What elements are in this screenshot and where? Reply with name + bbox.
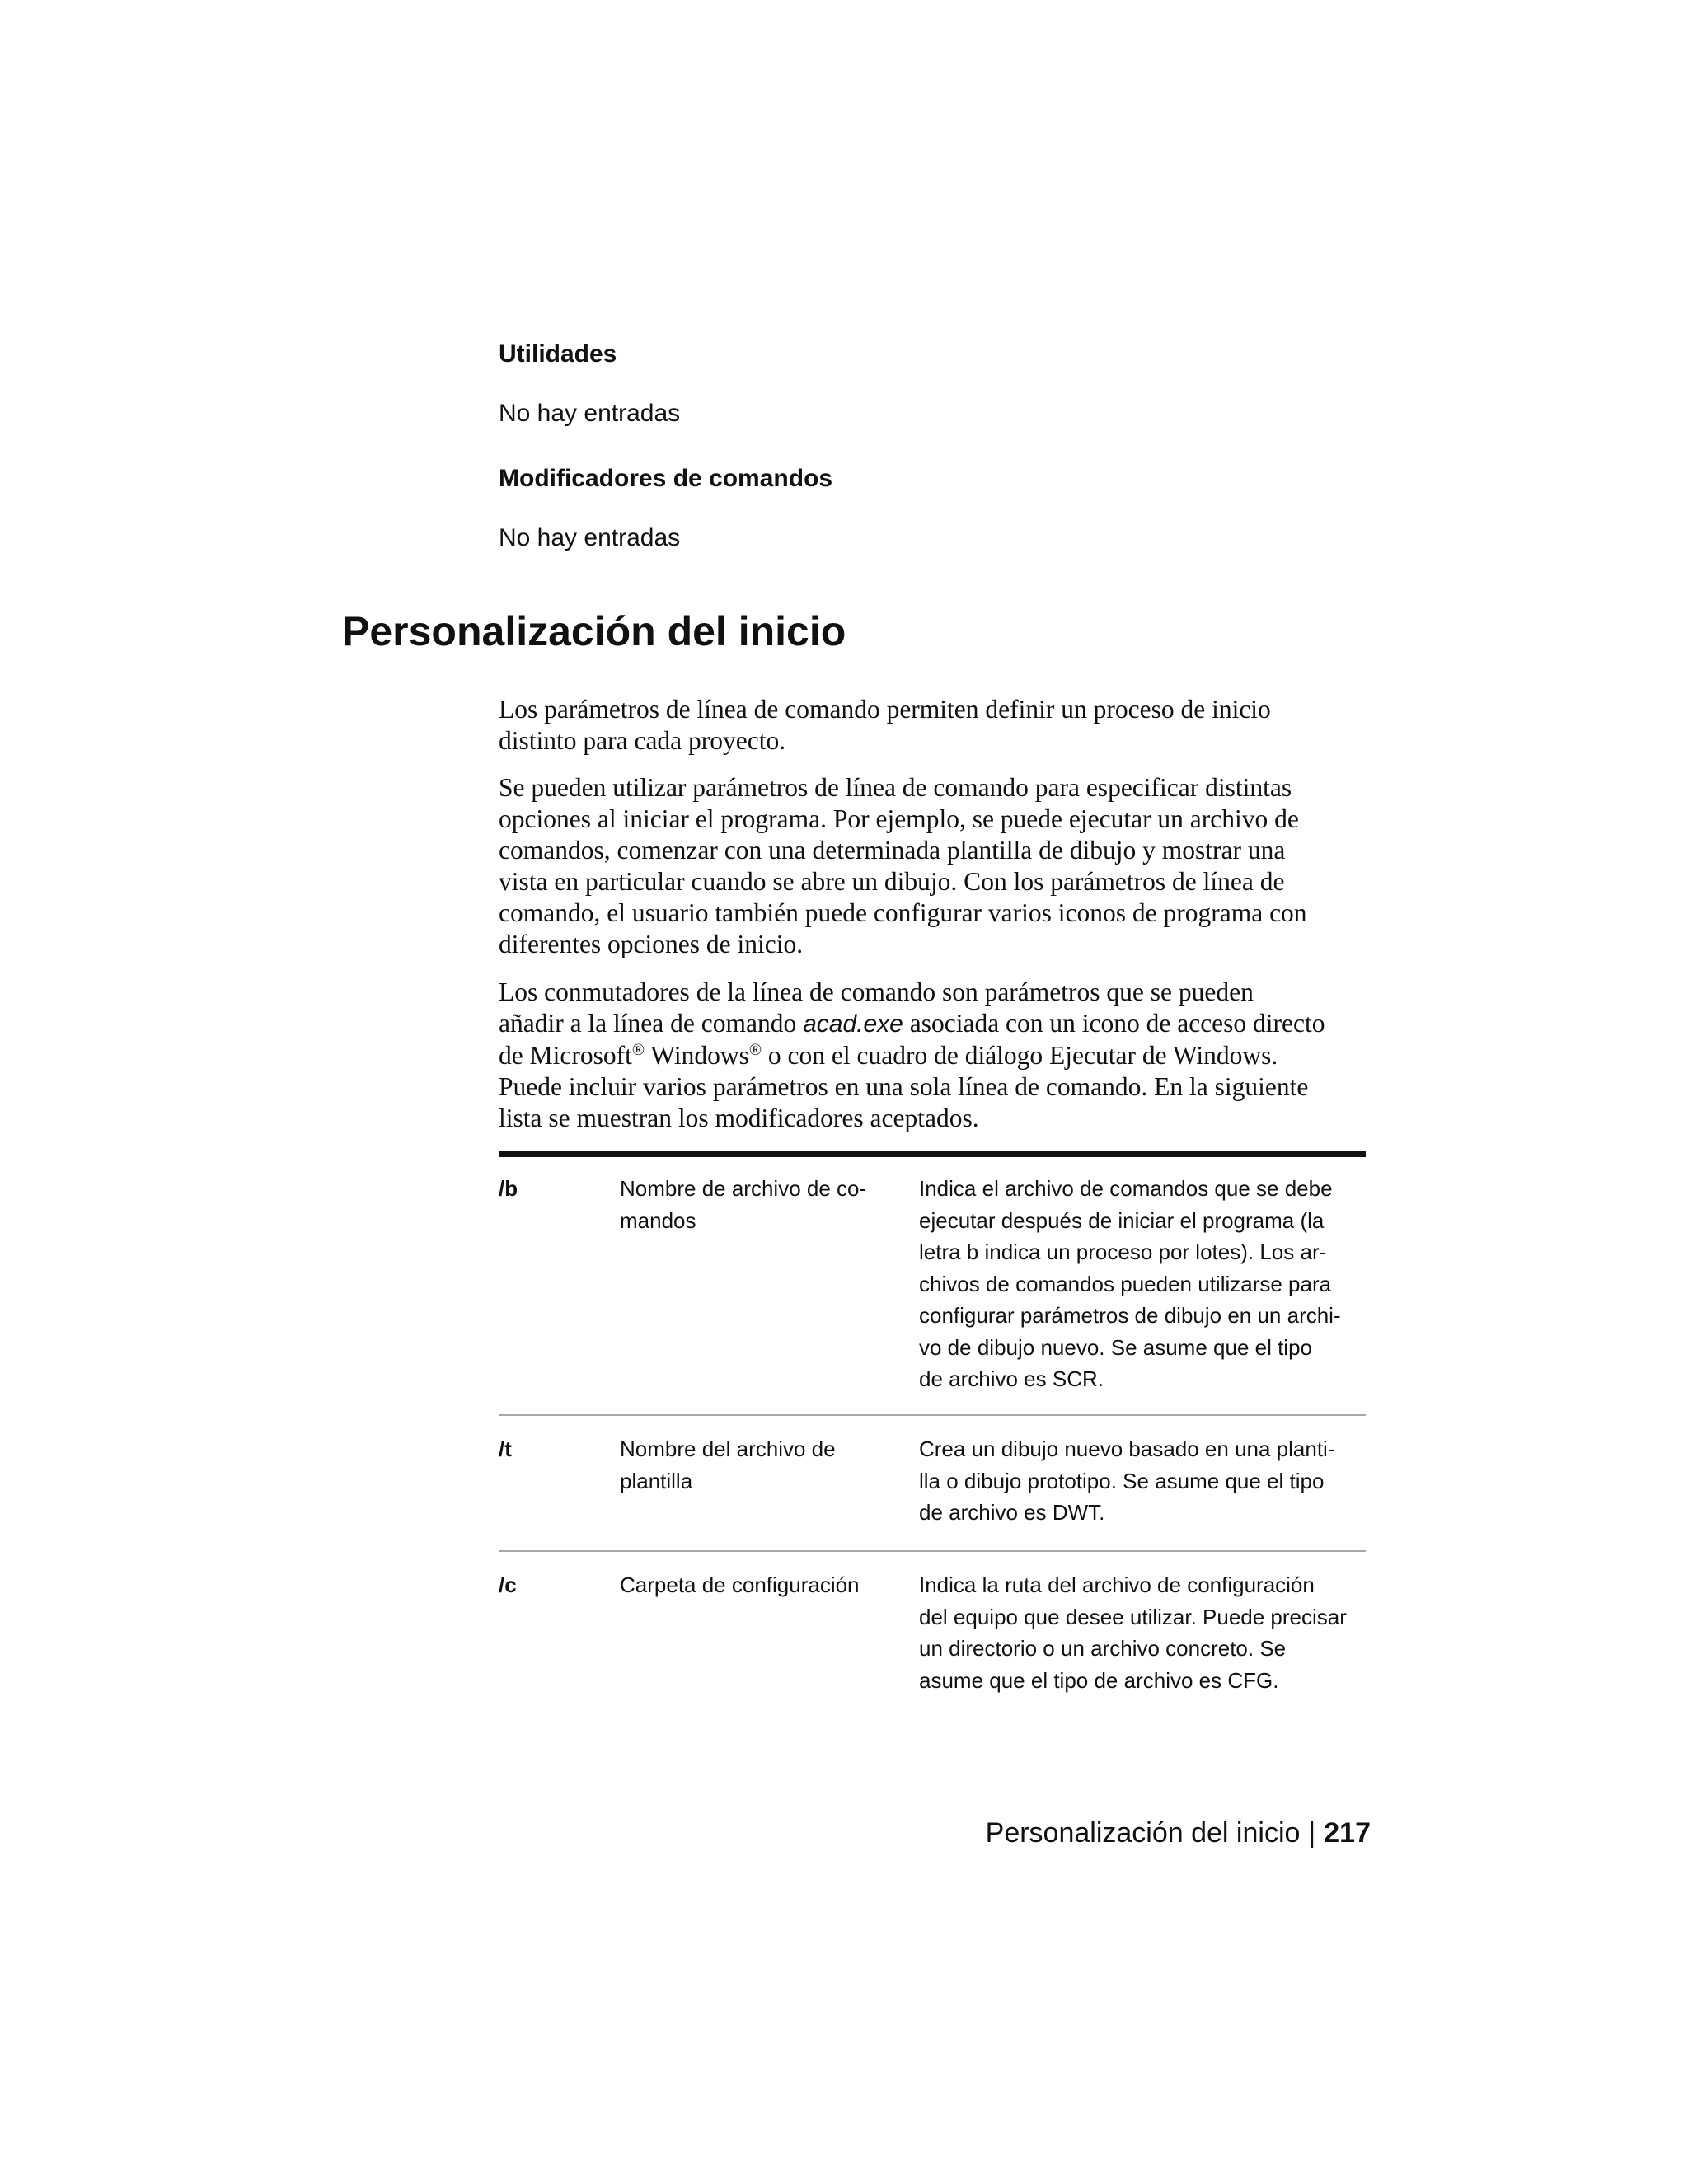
- cell-line: chivos de comandos pueden utilizarse para: [919, 1271, 1332, 1296]
- switch-c: /c: [499, 1572, 517, 1597]
- utilities-heading: Utilidades: [499, 340, 617, 368]
- paragraph-line: vista en particular cuando se abre un dibujo. Con los parámetros de línea de: [499, 867, 1285, 896]
- switch-t-description: [919, 1433, 1335, 1529]
- cell-line: Indica el archivo de comandos que se debe: [919, 1176, 1333, 1201]
- cell-line: Indica la ruta del archivo de configuración: [919, 1572, 1315, 1597]
- paragraph-line: Puede incluir varios parámetros en una sola línea de comando. En la siguiente: [499, 1072, 1309, 1101]
- cell-line: Crea un dibujo nuevo basado en una planti-: [919, 1436, 1335, 1461]
- text-run: o con el cuadro de diálogo Ejecutar de Windows.: [762, 1041, 1278, 1070]
- switch-b: /b: [499, 1176, 518, 1201]
- options-paragraph: [499, 772, 1372, 960]
- switches-paragraph: [499, 977, 1372, 1134]
- page-number: 217: [1324, 1817, 1371, 1849]
- cell-line: vo de dibujo nuevo. Se asume que el tipo: [919, 1334, 1313, 1360]
- footer-separator: |: [1308, 1817, 1316, 1849]
- paragraph-line: [499, 1040, 1372, 1071]
- cell-line: un directorio o un archivo concreto. Se: [919, 1636, 1287, 1661]
- modifiers-heading: Modificadores de comandos: [499, 465, 833, 492]
- cell-line: ejecutar después de iniciar el programa (la: [919, 1207, 1325, 1233]
- row-divider: [499, 1550, 1366, 1552]
- switch-b-name: [620, 1173, 866, 1236]
- cell-line: configurar parámetros de dibujo en un archi-: [919, 1303, 1341, 1328]
- paragraph-line: [499, 1008, 1372, 1040]
- cell-line: Nombre de archivo de co-: [620, 1176, 867, 1201]
- row-divider: [499, 1414, 1366, 1416]
- cell-line: asume que el tipo de archivo es CFG.: [919, 1667, 1279, 1693]
- section-title: Personalización del inicio: [342, 608, 846, 654]
- paragraph-line: opciones al iniciar el programa. Por ejemplo, se puede ejecutar un archivo de: [499, 804, 1299, 833]
- registered-mark: ®: [748, 1041, 762, 1059]
- footer-title: Personalización del inicio: [985, 1817, 1301, 1849]
- paragraph-line: comandos, comenzar con una determinada plantilla de dibujo y mostrar una: [499, 836, 1286, 865]
- paragraph-line: lista se muestran los modificadores aceptados.: [499, 1104, 979, 1132]
- cell-line: de archivo es DWT.: [919, 1500, 1105, 1525]
- page-footer: [986, 1813, 1371, 1853]
- paragraph-line: distinto para cada proyecto.: [499, 726, 786, 755]
- cell-line: Nombre del archivo de: [620, 1436, 836, 1461]
- text-run: de Microsoft: [499, 1041, 632, 1070]
- cell-line: letra b indica un proceso por lotes). Los ar-: [919, 1240, 1327, 1264]
- cell-line: lla o dibujo prototipo. Se asume que el tipo: [919, 1468, 1325, 1493]
- registered-mark: ®: [631, 1041, 645, 1059]
- modifiers-text: No hay entradas: [499, 524, 681, 551]
- paragraph-line: Se pueden utilizar parámetros de línea de comando para especificar distintas: [499, 773, 1292, 802]
- switch-b-description: [919, 1173, 1341, 1395]
- switch-c-description: [919, 1569, 1347, 1696]
- paragraph-line: diferentes opciones de inicio.: [499, 930, 804, 958]
- cell-line: plantilla: [620, 1468, 693, 1493]
- table-top-rule: [499, 1151, 1366, 1157]
- intro-paragraph: [499, 694, 1372, 757]
- cell-line: del equipo que desee utilizar. Puede precisar: [919, 1604, 1347, 1629]
- paragraph-line: Los parámetros de línea de comando permiten definir un proceso de inicio: [499, 695, 1271, 724]
- switch-c-name: [620, 1569, 860, 1601]
- utilities-text: No hay entradas: [499, 400, 681, 427]
- text-run: Windows: [645, 1041, 749, 1070]
- paragraph-line: Los conmutadores de la línea de comando son parámetros que se pueden: [499, 977, 1254, 1006]
- paragraph-line: comando, el usuario también puede configurar varios iconos de programa con: [499, 898, 1307, 927]
- cell-line: Carpeta de configuración: [620, 1572, 860, 1597]
- switch-t-name: [620, 1433, 836, 1497]
- executable-name: acad.exe: [803, 1010, 903, 1038]
- cell-line: mandos: [620, 1207, 696, 1233]
- switch-t: /t: [499, 1436, 512, 1461]
- text-run: asociada con un icono de acceso directo: [903, 1009, 1325, 1038]
- text-run: añadir a la línea de comando: [499, 1009, 804, 1038]
- cell-line: de archivo es SCR.: [919, 1366, 1104, 1391]
